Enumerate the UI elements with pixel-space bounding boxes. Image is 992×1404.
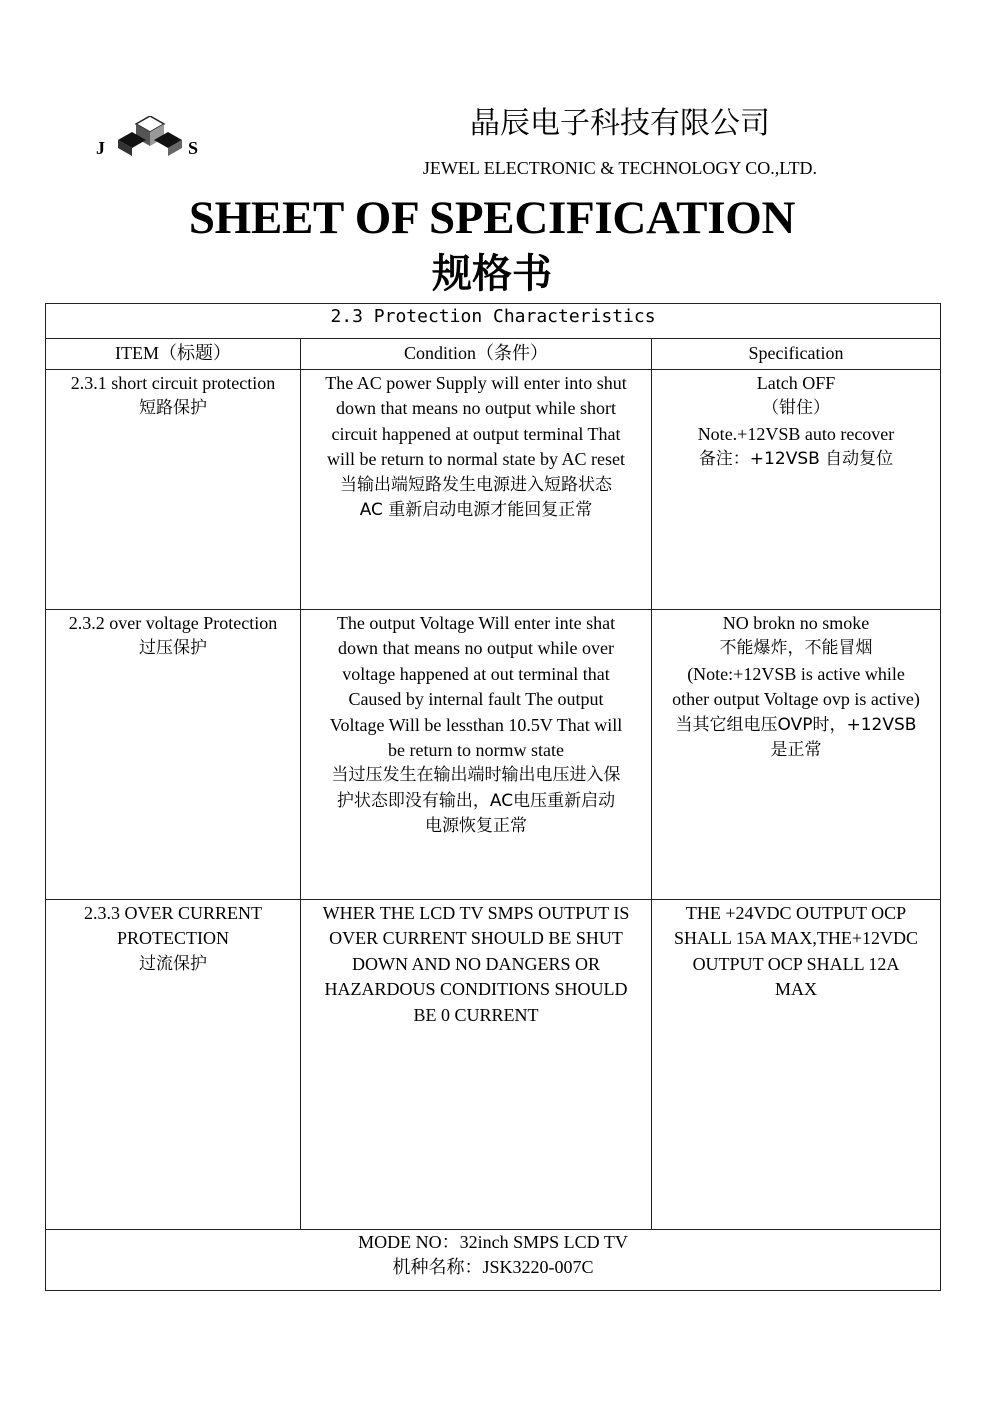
section-title: 2.3 Protection Characteristics xyxy=(46,304,941,339)
item-cell: 2.3.3 OVER CURRENT PROTECTION 过流保护 xyxy=(46,900,301,1230)
protection-spec-table xyxy=(45,303,941,1291)
model-info xyxy=(46,1230,941,1291)
svg-text:J: J xyxy=(96,138,105,158)
document-title-cn: 规格书 xyxy=(432,251,552,297)
column-header-specification: Specification xyxy=(652,339,941,370)
specification-cell: Latch OFF （钳住） Note.+12VSB auto recover 备注：+12VSB 自动复位 xyxy=(652,370,941,610)
company-logo xyxy=(94,116,206,158)
condition-cell: The AC power Supply will enter into shut down that means no output while short circuit happened at output terminal That will be return to normal state by AC reset 当输出端短路发生电源进入短路状态 AC 重新启动电源才能回复正常 xyxy=(301,370,652,610)
column-header-condition: Condition（条件） xyxy=(301,339,652,370)
company-name-en: JEWEL ELECTRONIC & TECHNOLOGY CO.,LTD. xyxy=(422,158,818,178)
company-name-cn: 晶辰电子科技有限公司 xyxy=(470,106,770,141)
column-header-item: ITEM（标题） xyxy=(46,339,301,370)
model-name-cn: 机种名称：JSK3220-007C xyxy=(392,1257,594,1278)
item-cell: 2.3.1 short circuit protection 短路保护 xyxy=(46,370,301,610)
logo-mark-icon xyxy=(96,116,198,158)
specification-cell: THE +24VDC OUTPUT OCP SHALL 15A MAX,THE+12VDC OUTPUT OCP SHALL 12A MAX xyxy=(652,900,941,1230)
table-row xyxy=(46,610,941,900)
condition-cell: The output Voltage Will enter inte shat down that means no output while over voltage happened at out terminal that Caused by internal fault The output Voltage Will be lessthan 10.5V That will be return to normw state 当过压发生在输出端时输出电压进入保 护状态即没有输出，AC电压重新启动 电源恢复正常 xyxy=(301,610,652,900)
svg-text:S: S xyxy=(188,138,199,158)
document-title: SHEET OF SPECIFICATION xyxy=(188,192,796,244)
specification-cell: NO brokn no smoke 不能爆炸，不能冒烟 (Note:+12VSB is active while other output Voltage ovp is active) 当其它组电压OVP时，+12VSB 是正常 xyxy=(652,610,941,900)
item-cell: 2.3.2 over voltage Protection 过压保护 xyxy=(46,610,301,900)
table-row xyxy=(46,370,941,610)
mode-no: MODE NO：32inch SMPS LCD TV xyxy=(358,1232,628,1252)
table-row xyxy=(46,900,941,1230)
condition-cell: WHER THE LCD TV SMPS OUTPUT IS OVER CURRENT SHOULD BE SHUT DOWN AND NO DANGERS OR HAZARDOUS CONDITIONS SHOULD BE 0 CURRENT xyxy=(301,900,652,1230)
